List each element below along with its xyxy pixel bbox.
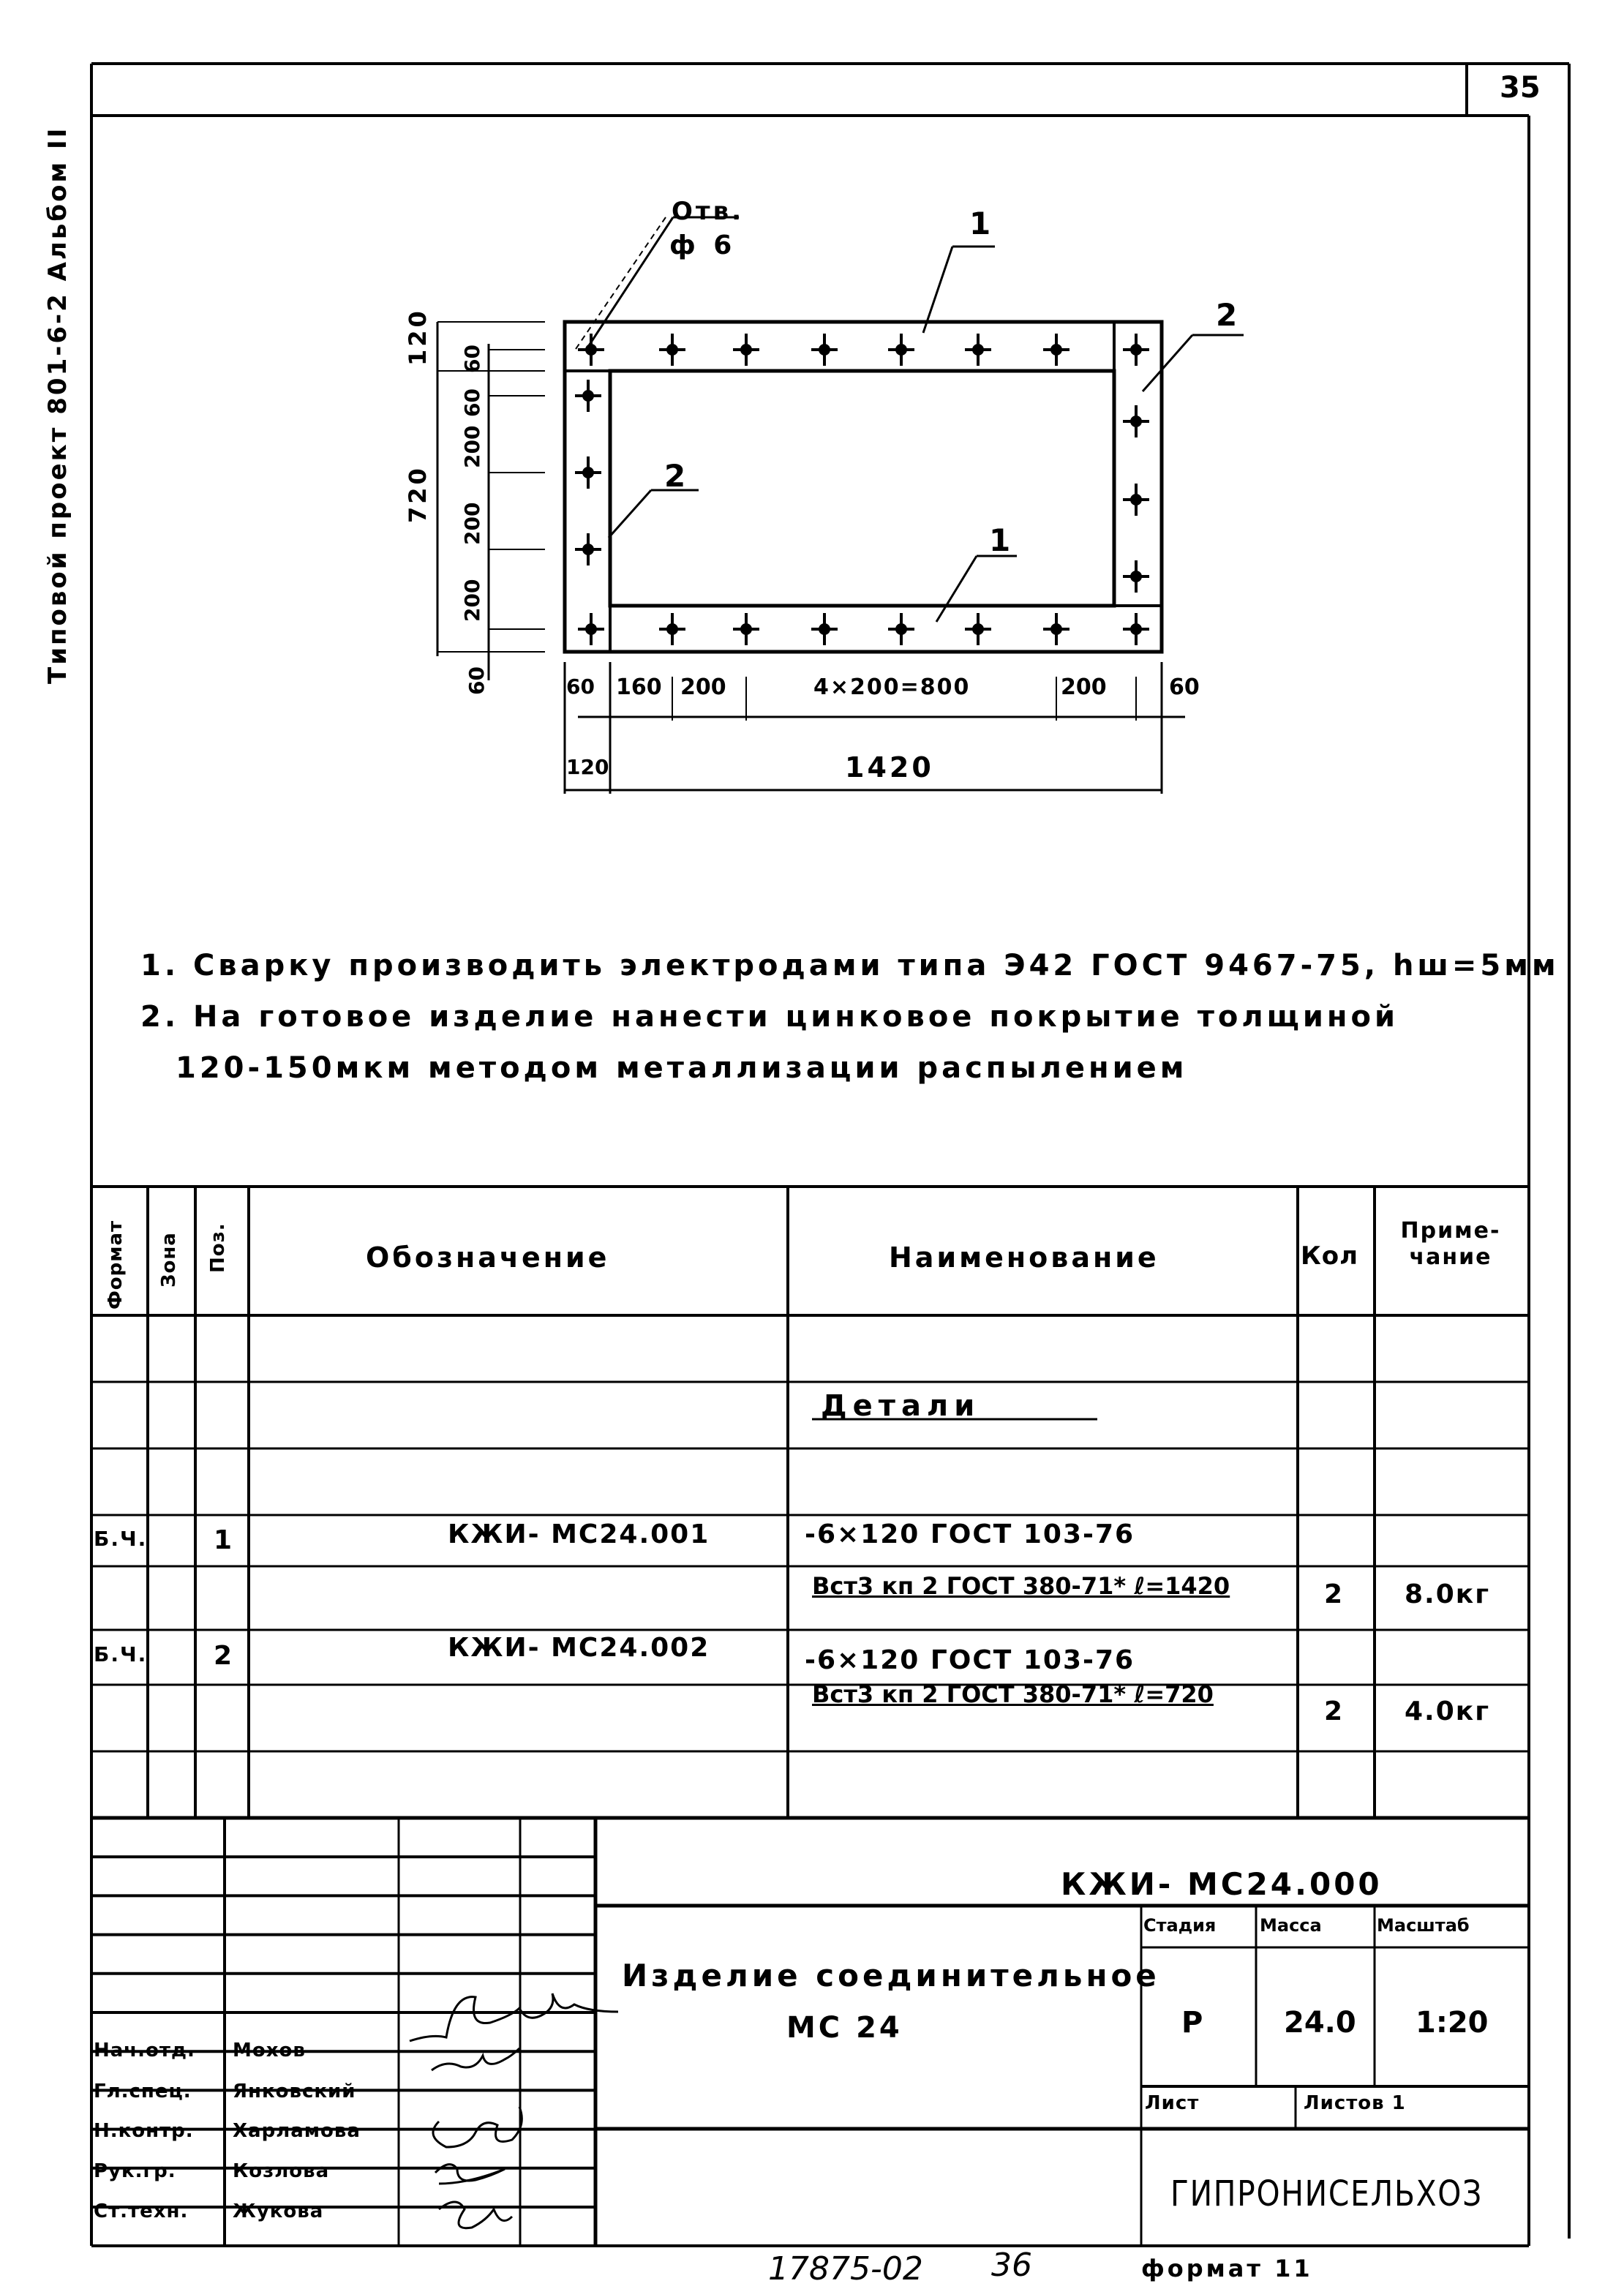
row-designation: КЖИ- МС24.001 xyxy=(448,1519,710,1549)
header-note: Приме-чание xyxy=(1400,1218,1501,1270)
signer-5: Жукова xyxy=(233,2200,324,2222)
hole-center xyxy=(584,468,593,477)
role-4: Рук.гр. xyxy=(94,2160,176,2182)
organization: ГИПРОНИСЕЛЬХОЗ xyxy=(1170,2173,1483,2214)
signer-3: Харламова xyxy=(233,2120,361,2142)
hole-center xyxy=(820,625,829,634)
row-format: Б.Ч. xyxy=(94,1642,148,1666)
connector-frame-drawing xyxy=(437,217,1244,794)
note-2-continued: 120-150мкм методом металлизации распылением xyxy=(176,1051,1188,1085)
position-2-left: 2 xyxy=(664,458,686,494)
hole-center xyxy=(668,625,677,634)
hole-center xyxy=(897,345,906,354)
dim-bottom-160: 160 xyxy=(616,674,662,700)
position-1-bottom: 1 xyxy=(989,522,1011,558)
signature-3 xyxy=(433,2107,522,2147)
dim-bottom-200a: 200 xyxy=(680,674,726,700)
hole-center xyxy=(1052,345,1061,354)
product-name: Изделие соединительное xyxy=(622,1958,1160,1993)
signer-1: Мохов xyxy=(233,2040,306,2061)
dim-left-60a: 60 xyxy=(460,345,484,373)
role-2: Гл.спец. xyxy=(94,2081,192,2102)
scale-value: 1:20 xyxy=(1416,2006,1489,2040)
row-designation: КЖИ- МС24.002 xyxy=(448,1633,710,1663)
hole-label-bottom: ф 6 xyxy=(669,230,737,260)
document-code: КЖИ- МС24.000 xyxy=(1061,1866,1383,1902)
stage-label: Стадия xyxy=(1143,1915,1217,1936)
page-number: 35 xyxy=(1500,71,1541,105)
footer-page: 36 xyxy=(991,2247,1032,2284)
mass-label: Масса xyxy=(1260,1915,1322,1936)
section-details: Детали xyxy=(821,1389,981,1423)
dim-left-200a: 200 xyxy=(460,425,484,468)
mass-value: 24.0 xyxy=(1284,2006,1356,2040)
hole-center xyxy=(587,345,595,354)
position-2-right: 2 xyxy=(1216,297,1238,333)
position-1-top: 1 xyxy=(969,206,991,241)
hole-center xyxy=(974,345,982,354)
row-note: 8.0кг xyxy=(1405,1579,1491,1609)
role-1: Нач.отд. xyxy=(94,2040,195,2061)
stage-value: Р xyxy=(1181,2006,1203,2040)
dim-bottom-60: 60 xyxy=(566,674,595,699)
hole-center xyxy=(1132,572,1140,581)
format-label: формат 11 xyxy=(1141,2255,1313,2282)
note-1: 1. Сварку производить электродами типа Э42 ГОСТ 9467-75, hш=5мм xyxy=(140,949,1560,982)
signer-4: Козлова xyxy=(233,2160,330,2182)
hole-center xyxy=(1132,495,1140,504)
inventory-number: 17875-02 xyxy=(768,2250,923,2288)
role-3: Н.контр. xyxy=(94,2120,194,2142)
dim-bottom-200b: 200 xyxy=(1061,674,1107,700)
hole-center xyxy=(820,345,829,354)
dim-left-60b: 60 xyxy=(460,388,484,417)
row-pos: 2 xyxy=(214,1641,234,1671)
dim-left-60-bottom: 60 xyxy=(465,666,489,695)
product-mark: МС 24 xyxy=(786,2011,903,2045)
sheet-label: Лист xyxy=(1145,2092,1200,2114)
album-side-stamp: Типовой проект 801-6-2 Альбом II xyxy=(43,126,72,684)
hole-center xyxy=(1132,345,1140,354)
header-designation: Обозначение xyxy=(366,1241,610,1274)
dim-left-120: 120 xyxy=(404,308,432,366)
hole-center xyxy=(742,625,751,634)
hole-label-top: Отв. xyxy=(672,197,745,226)
role-5: Ст.техн. xyxy=(94,2200,189,2222)
row-name-line2: Вст3 кп 2 ГОСТ 380-71* ℓ=720 xyxy=(812,1680,1214,1708)
hole-center xyxy=(1132,625,1140,634)
signatures xyxy=(410,1993,618,2228)
hole-center xyxy=(584,391,593,400)
row-name-line2: Вст3 кп 2 ГОСТ 380-71* ℓ=1420 xyxy=(812,1572,1230,1600)
dim-total-1420: 1420 xyxy=(845,751,934,783)
hole-center xyxy=(1132,417,1140,426)
dim-total-120: 120 xyxy=(566,755,609,779)
header-pos: Поз. xyxy=(207,1222,229,1273)
header-zone: Зона xyxy=(158,1232,180,1288)
hole-center xyxy=(587,625,595,634)
scale-label: Масштаб xyxy=(1377,1915,1470,1936)
dim-left-720: 720 xyxy=(404,465,432,523)
note-2: 2. На готовое изделие нанести цинковое покрытие толщиной xyxy=(140,1000,1399,1034)
signer-2: Янковский xyxy=(233,2081,356,2102)
header-qty: Кол xyxy=(1301,1241,1359,1271)
hole-center xyxy=(584,545,593,554)
dim-bottom-800: 4×200=800 xyxy=(813,674,971,700)
row-qty: 2 xyxy=(1324,1579,1345,1609)
hole-center xyxy=(742,345,751,354)
hole-center xyxy=(897,625,906,634)
hole-center xyxy=(1052,625,1061,634)
hole-center xyxy=(668,345,677,354)
row-note: 4.0кг xyxy=(1405,1696,1491,1726)
header-format: Формат xyxy=(105,1219,127,1309)
signature-1 xyxy=(410,1993,618,2041)
spec-table-grid xyxy=(91,1187,1529,1818)
row-format: Б.Ч. xyxy=(94,1527,148,1551)
row-pos: 1 xyxy=(214,1525,234,1555)
dim-left-200b: 200 xyxy=(460,502,484,545)
sheets-label: Листов 1 xyxy=(1304,2092,1406,2114)
dim-left-200c: 200 xyxy=(460,579,484,622)
dim-bottom-60-right: 60 xyxy=(1169,674,1200,700)
header-name: Наименование xyxy=(889,1241,1159,1274)
row-name-line1: -6×120 ГОСТ 103-76 xyxy=(805,1645,1135,1675)
row-name-line1: -6×120 ГОСТ 103-76 xyxy=(805,1519,1135,1549)
row-qty: 2 xyxy=(1324,1696,1345,1726)
hole-center xyxy=(974,625,982,634)
